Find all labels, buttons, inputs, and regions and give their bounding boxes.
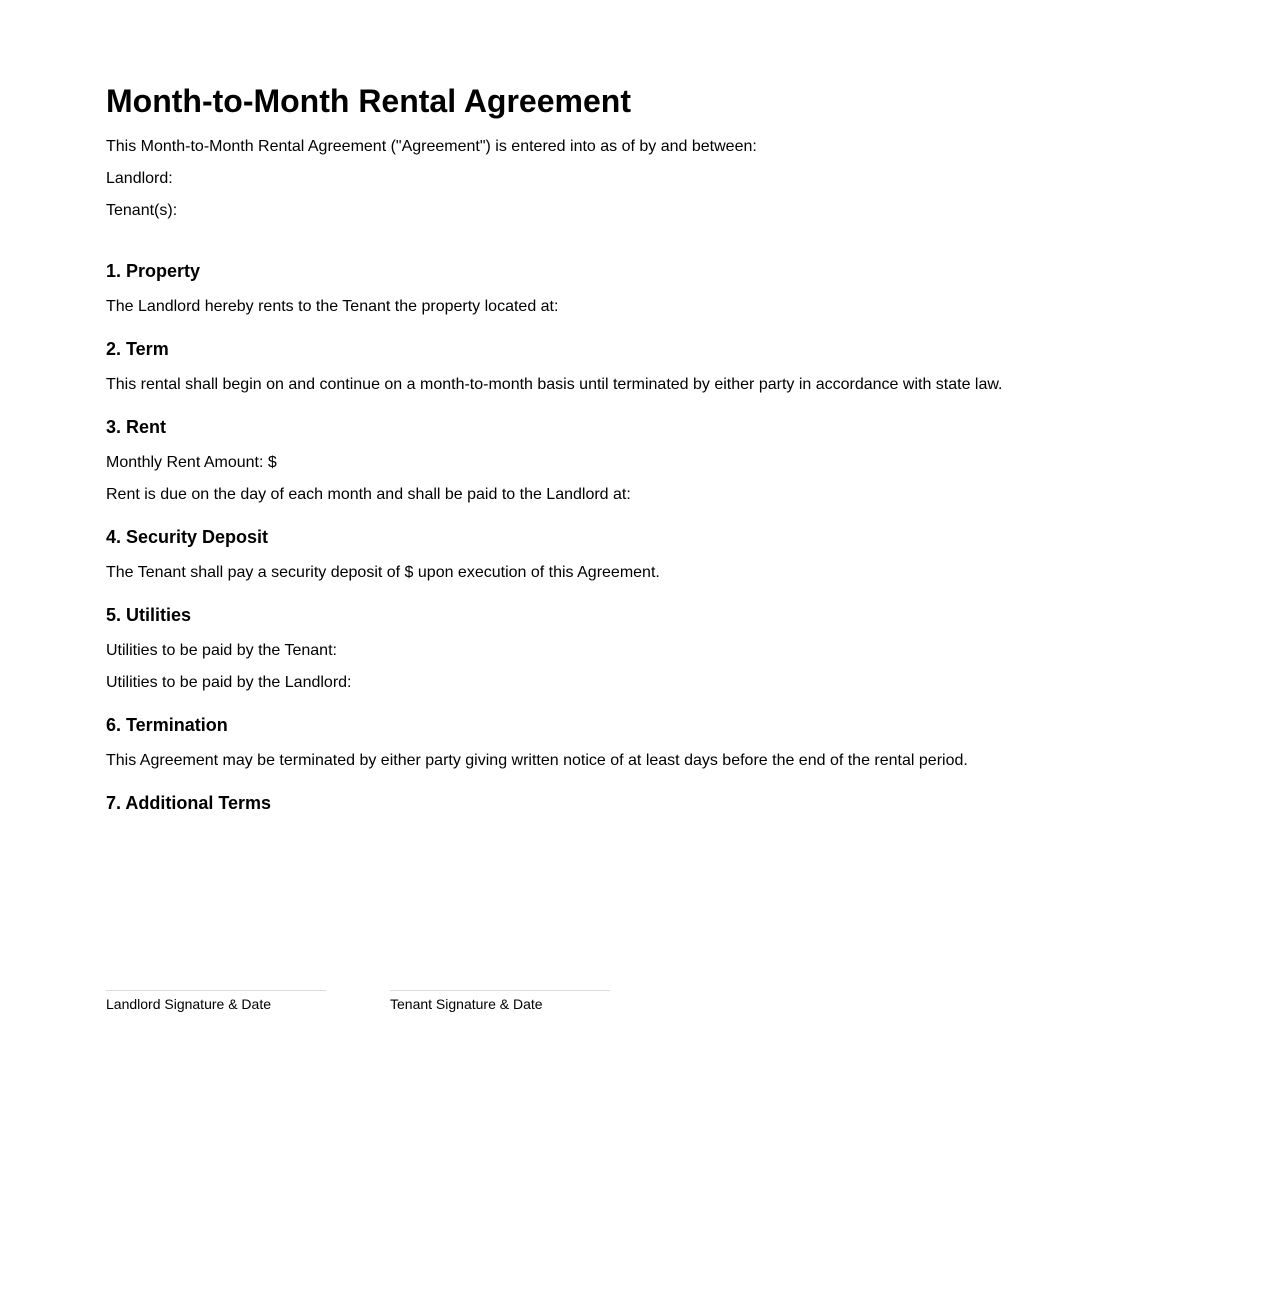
section-utilities [106, 605, 1166, 692]
section-heading: 7. Additional Terms [106, 793, 272, 813]
monthly-rent-text: Monthly Rent Amount: $ [106, 454, 277, 471]
rent-due-text: Rent is due on the day of each month and shall be paid to the Landlord at: [106, 486, 631, 503]
rental-agreement-document [106, 0, 1166, 814]
section-text: The Landlord hereby rents to the Tenant the property located at: [106, 298, 559, 315]
tenant-signature-label: Tenant Signature & Date [390, 996, 543, 1012]
section-text: This rental shall begin on and continue on a month-to-month basis until terminated by either party in accordance with state law. [106, 376, 1003, 393]
section-term [106, 339, 1166, 394]
preamble-text: This Month-to-Month Rental Agreement ("Agreement") is entered into as of by and between: [106, 138, 757, 155]
section-heading: 3. Rent [106, 417, 167, 437]
section-heading: 1. Property [106, 261, 201, 281]
tenant-utilities-text: Utilities to be paid by the Tenant: [106, 642, 337, 659]
signature-area [106, 990, 610, 1012]
landlord-signature-line [106, 990, 326, 1012]
intro-block [106, 138, 1166, 220]
tenant-field-label: Tenant(s): [106, 202, 178, 219]
section-heading: 5. Utilities [106, 605, 192, 625]
section-property [106, 261, 1166, 316]
landlord-signature-label: Landlord Signature & Date [106, 996, 271, 1012]
landlord-field-label: Landlord: [106, 170, 173, 187]
section-heading: 4. Security Deposit [106, 527, 269, 547]
section-text: This Agreement may be terminated by either party giving written notice of at least days before the end of the rental period. [106, 752, 968, 769]
tenant-signature-line [390, 990, 610, 1012]
section-heading: 6. Termination [106, 715, 228, 735]
section-rent [106, 417, 1166, 504]
section-security-deposit [106, 527, 1166, 582]
section-additional-terms [106, 793, 1166, 814]
landlord-utilities-text: Utilities to be paid by the Landlord: [106, 674, 352, 691]
document-title: Month-to-Month Rental Agreement [106, 83, 631, 119]
section-heading: 2. Term [106, 339, 169, 359]
section-text: The Tenant shall pay a security deposit of $ upon execution of this Agreement. [106, 564, 660, 581]
section-termination [106, 715, 1166, 770]
